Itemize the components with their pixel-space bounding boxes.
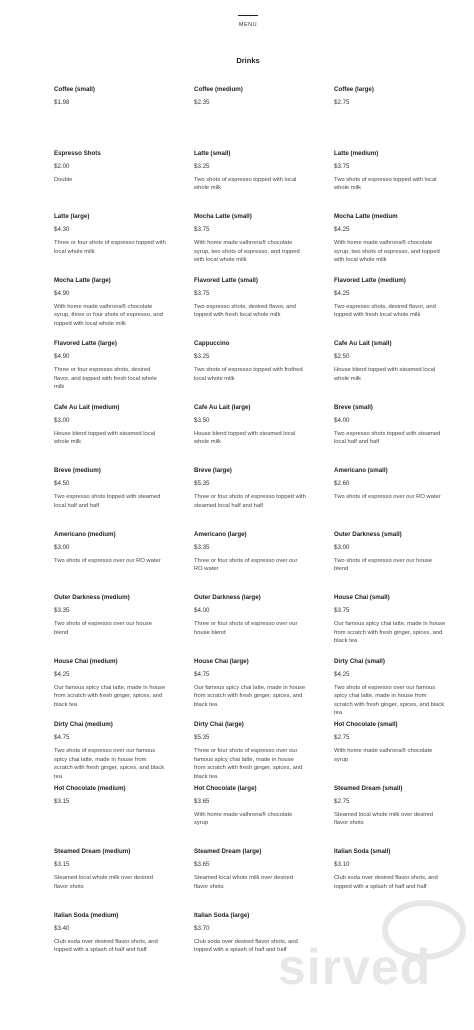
menu-item-description: Two espresso shots, desired flavor, and topped with fresh local whole milk bbox=[194, 303, 296, 319]
menu-item-name: Breve (small) bbox=[334, 403, 373, 411]
menu-item-price: $4.75 bbox=[54, 734, 70, 741]
menu-item-price: $4.25 bbox=[334, 670, 350, 678]
watermark-text: sirved bbox=[278, 939, 432, 995]
menu-item-price: $4.90 bbox=[54, 353, 70, 360]
menu-item-description: Our famous spicy chai latte, made in house from scratch with fresh ginger, spices, and black tea bbox=[54, 684, 166, 708]
menu-item-price: $2.60 bbox=[334, 480, 350, 487]
menu-item bbox=[194, 340, 334, 404]
menu-item-price: $3.15 bbox=[54, 861, 70, 868]
menu-item-description: Three or four espresso shots, desired flavor, and topped with fresh local whole milk bbox=[54, 367, 157, 391]
menu-item-description: Two espresso shots topped with steamed local half and half bbox=[334, 430, 441, 446]
menu-item-description: Three or four shots of espresso topped with local whole milk bbox=[54, 240, 166, 255]
menu-item-name: Flavored Latte (small) bbox=[194, 276, 258, 284]
menu-item bbox=[194, 213, 334, 277]
menu-item-description: Three or four shots of espresso topped with steamed local half and half bbox=[194, 494, 306, 509]
menu-item-name: Coffee (large) bbox=[334, 86, 374, 93]
menu-item-description: Three or four shots of espresso over our famous spicy chai latte, made in house from scratch with fresh ginger, spices, and black tea bbox=[194, 748, 303, 780]
menu-button[interactable]: MENU bbox=[238, 22, 258, 28]
menu-item-price: $2.00 bbox=[54, 162, 70, 170]
menu-item bbox=[54, 594, 194, 658]
menu-item-name: Americano (medium) bbox=[54, 530, 116, 538]
menu-item bbox=[334, 150, 464, 214]
menu-item-price: $2.75 bbox=[334, 734, 350, 741]
menu-item bbox=[334, 467, 464, 531]
menu-item-description: Three or four shots of espresso over our house blend bbox=[194, 621, 298, 636]
menu-item-description: Our famous spicy chai latte, made in house from scratch with fresh ginger, spices, and black tea bbox=[334, 621, 446, 645]
menu-item-price: $3.40 bbox=[54, 924, 70, 932]
menu-item bbox=[194, 467, 334, 531]
menu-item-name: Cafe Au Lait (medium) bbox=[54, 403, 120, 411]
menu-item-name: Flavored Latte (medium) bbox=[334, 276, 406, 284]
menu-item bbox=[194, 404, 334, 468]
menu-item-name: Latte (medium) bbox=[334, 149, 379, 157]
top-bar bbox=[0, 0, 474, 34]
menu-item-name: Italian Soda (medium) bbox=[54, 911, 119, 919]
menu-item-description: Two shots of espresso over our famous spicy chai latte, made in house from scratch with fresh ginger, spices, and black tea bbox=[54, 748, 165, 780]
menu-item bbox=[54, 848, 194, 912]
menu-item-price: $3.25 bbox=[194, 353, 210, 360]
menu-items-grid bbox=[54, 86, 464, 975]
menu-item-name: Flavored Latte (large) bbox=[54, 340, 117, 347]
menu-item-description: Double bbox=[54, 176, 73, 183]
menu-item-name: Espresso Shots bbox=[54, 149, 101, 157]
menu-item-name: Cappuccino bbox=[194, 340, 230, 347]
menu-item-description: With home made valhrona® chocolate syrup, three or four shots of espresso, and topped with local whole milk bbox=[54, 303, 163, 327]
menu-item-description: Steamed local whole milk over desired flavor shots bbox=[334, 811, 433, 827]
menu-item bbox=[194, 912, 334, 976]
menu-item-description: With home made valhrona® chocolate syrup bbox=[194, 811, 293, 827]
menu-item-name: Steamed Dream (small) bbox=[334, 784, 403, 792]
menu-item-price: $3.75 bbox=[334, 607, 350, 614]
menu-item-name: Dirty Chai (large) bbox=[194, 721, 244, 728]
menu-item-price: $3.15 bbox=[54, 797, 70, 805]
menu-item-description: Club soda over desired flavor shots, and topped with a splash of half and half bbox=[334, 875, 438, 890]
menu-item bbox=[194, 658, 334, 722]
menu-item-price: $4.25 bbox=[334, 226, 350, 233]
menu-item bbox=[334, 658, 464, 722]
menu-item-price: $4.25 bbox=[54, 670, 70, 678]
menu-item bbox=[54, 467, 194, 531]
menu-item-name: Hot Chocolate (large) bbox=[194, 784, 257, 792]
menu-item bbox=[54, 150, 194, 214]
menu-item-price: $2.75 bbox=[334, 797, 350, 805]
menu-item-price: $3.50 bbox=[194, 416, 210, 424]
menu-item-price: $3.75 bbox=[194, 289, 210, 297]
menu-item-description: Two espresso shots, desired flavor, and topped with fresh local whole milk bbox=[334, 303, 436, 319]
menu-icon[interactable] bbox=[238, 15, 258, 16]
menu-item-name: Latte (small) bbox=[194, 149, 231, 157]
menu-item-price: $5.35 bbox=[194, 480, 210, 487]
menu-item bbox=[334, 86, 464, 150]
menu-item-name: Outer Darkness (small) bbox=[334, 530, 402, 538]
menu-item-name: Steamed Dream (medium) bbox=[54, 848, 131, 855]
menu-item-name: Mocha Latte (medium bbox=[334, 213, 398, 220]
menu-item-name: Breve (medium) bbox=[54, 467, 101, 474]
menu-item-description: Two shots of espresso over our RO water bbox=[334, 494, 441, 500]
menu-item-name: Americano (large) bbox=[194, 530, 247, 538]
menu-item-name: House Chai (medium) bbox=[54, 657, 118, 665]
menu-item-description: Steamed local whole milk over desired flavor shots bbox=[54, 875, 153, 890]
menu-item bbox=[194, 594, 334, 658]
menu-item bbox=[334, 277, 464, 341]
menu-item-description: Our famous spicy chai latte, made in house from scratch with fresh ginger, spices, and black tea bbox=[194, 684, 306, 708]
menu-item-price: $3.35 bbox=[194, 543, 210, 551]
menu-item-name: Outer Darkness (medium) bbox=[54, 594, 130, 601]
menu-item-name: Hot Chocolate (medium) bbox=[54, 784, 126, 792]
menu-item-price: $4.00 bbox=[334, 416, 350, 424]
menu-item-name: Breve (large) bbox=[194, 467, 232, 474]
menu-item-price: $3.75 bbox=[334, 162, 350, 170]
menu-item-description: Two shots of espresso topped with local whole milk bbox=[334, 176, 437, 192]
menu-item-name: Coffee (medium) bbox=[194, 86, 243, 93]
menu-item-description: Two shots of espresso over our house blend bbox=[54, 621, 152, 636]
menu-item-description: Two shots of espresso over our RO water bbox=[54, 557, 161, 564]
menu-item bbox=[334, 785, 464, 849]
menu-item-price: $3.00 bbox=[54, 543, 70, 551]
menu-item-price: $1.98 bbox=[54, 99, 70, 106]
menu-item bbox=[194, 785, 334, 849]
menu-item bbox=[194, 86, 334, 150]
menu-item-description: With home made valhrona® chocolate syrup, two shots of espresso, and topped with local whole milk bbox=[334, 240, 440, 264]
menu-item-description: Two shots of espresso topped with frothed local whole milk bbox=[194, 367, 303, 382]
menu-item-price: $4.90 bbox=[54, 289, 70, 297]
menu-item-name: Coffee (small) bbox=[54, 86, 95, 93]
menu-item bbox=[334, 848, 464, 912]
menu-item-price: $5.35 bbox=[194, 734, 210, 741]
menu-item-description: Two shots of espresso over our house blend bbox=[334, 557, 432, 573]
menu-item-description: Two shots of espresso topped with local whole milk bbox=[194, 176, 297, 192]
menu-item-price: $2.75 bbox=[334, 99, 350, 106]
menu-item bbox=[54, 277, 194, 341]
menu-item bbox=[54, 658, 194, 722]
menu-item-name: Americano (small) bbox=[334, 467, 388, 474]
menu-item bbox=[194, 150, 334, 214]
menu-item bbox=[54, 785, 194, 849]
menu-item-price: $4.50 bbox=[54, 480, 70, 487]
menu-item-name: Italian Soda (large) bbox=[194, 911, 250, 919]
menu-item-description: House blend topped with steamed local whole milk bbox=[194, 430, 296, 446]
menu-item bbox=[194, 721, 334, 785]
menu-item bbox=[54, 531, 194, 595]
menu-item-name: Dirty Chai (small) bbox=[334, 657, 385, 665]
menu-item bbox=[54, 340, 194, 404]
menu-item-description: With home made valhrona® chocolate syrup bbox=[334, 748, 433, 763]
section-title: Drinks bbox=[236, 56, 260, 65]
menu-item-name: Mocha Latte (small) bbox=[194, 213, 252, 220]
menu-item bbox=[54, 912, 194, 976]
menu-item-name: Latte (large) bbox=[54, 213, 90, 220]
menu-item-description: Three or four shots of espresso over our RO water bbox=[194, 557, 298, 573]
menu-item bbox=[54, 721, 194, 785]
menu-item-description: Club soda over desired flavor shots, and topped with a splash of half and half bbox=[194, 938, 298, 954]
menu-item-price: $3.10 bbox=[334, 861, 350, 868]
menu-item-description: Two shots of espresso over our famous spicy chai latte, made in house from scratch with fresh ginger, spices, and black tea bbox=[334, 684, 445, 717]
menu-item-price: $3.25 bbox=[194, 162, 210, 170]
menu-item-name: Outer Darkness (large) bbox=[194, 594, 261, 601]
menu-item-price: $3.35 bbox=[54, 607, 70, 614]
menu-item-price: $3.00 bbox=[334, 543, 350, 551]
menu-item-price: $4.25 bbox=[334, 289, 350, 297]
menu-item-price: $4.30 bbox=[54, 226, 70, 233]
menu-item-description: Steamed local whole milk over desired flavor shots bbox=[194, 875, 293, 890]
menu-item bbox=[54, 86, 194, 150]
menu-item bbox=[194, 848, 334, 912]
menu-item-name: Hot Chocolate (small) bbox=[334, 721, 398, 728]
menu-item-price: $4.00 bbox=[194, 607, 210, 614]
menu-item bbox=[194, 277, 334, 341]
menu-item bbox=[334, 340, 464, 404]
menu-item-description: House blend topped with steamed local whole milk bbox=[54, 430, 156, 446]
menu-item-price: $3.65 bbox=[194, 797, 210, 805]
menu-item bbox=[334, 404, 464, 468]
menu-item bbox=[54, 404, 194, 468]
menu-item-name: House Chai (large) bbox=[194, 657, 249, 665]
menu-item-description: Two espresso shots topped with steamed local half and half bbox=[54, 494, 161, 509]
menu-item bbox=[334, 594, 464, 658]
menu-item-name: Mocha Latte (large) bbox=[54, 276, 111, 284]
menu-item-description: Club soda over desired flavor shots, and topped with a splash of half and half bbox=[54, 938, 158, 954]
menu-item-price: $3.70 bbox=[194, 924, 210, 932]
menu-item bbox=[334, 213, 464, 277]
menu-item-name: Steamed Dream (large) bbox=[194, 848, 262, 855]
menu-item-name: House Chai (small) bbox=[334, 594, 390, 601]
menu-item-name: Cafe Au Lait (large) bbox=[194, 403, 251, 411]
menu-item bbox=[334, 531, 464, 595]
menu-item-price: $2.50 bbox=[334, 353, 350, 360]
menu-item bbox=[54, 213, 194, 277]
menu-item bbox=[334, 721, 464, 785]
menu-item-price: $3.65 bbox=[194, 861, 210, 868]
menu-item-price: $4.75 bbox=[194, 670, 210, 678]
menu-item-description: House blend topped with steamed local whole milk bbox=[334, 367, 436, 382]
menu-item-price: $2.35 bbox=[194, 99, 210, 106]
menu-item-price: $3.00 bbox=[54, 416, 70, 424]
menu-item bbox=[194, 531, 334, 595]
menu-item-price: $3.75 bbox=[194, 226, 210, 233]
menu-item-description: With home made valhrona® chocolate syrup, two shots of espresso, and topped with local whole milk bbox=[194, 240, 300, 264]
menu-item-name: Cafe Au Lait (small) bbox=[334, 340, 392, 347]
menu-item-name: Italian Soda (small) bbox=[334, 848, 391, 855]
menu-item-name: Dirty Chai (medium) bbox=[54, 721, 113, 728]
